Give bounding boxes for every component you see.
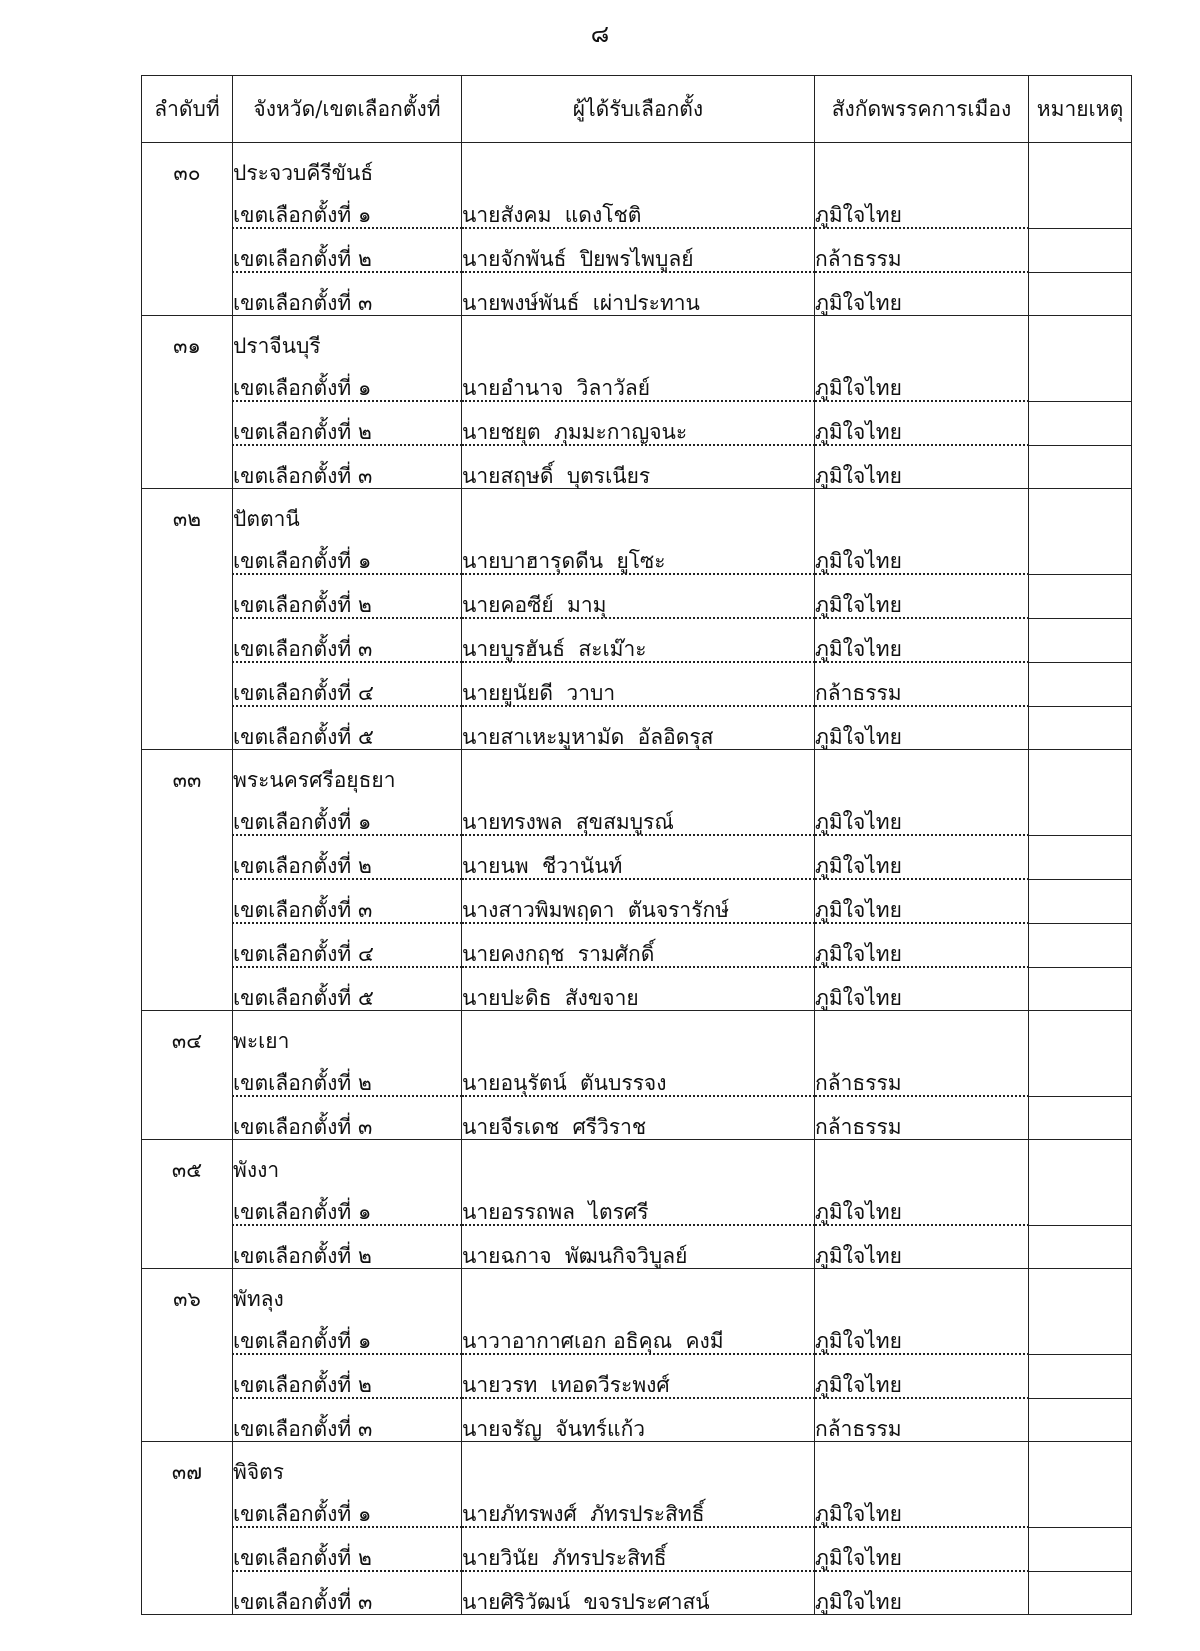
elected-name: นายอนุรัตน์ ตันบรรจง: [462, 1053, 815, 1096]
empty-cell: [462, 316, 815, 359]
elected-name: นายอำนาจ วิลาวัลย์: [462, 358, 815, 401]
district-label: เขตเลือกตั้งที่ ๒: [233, 574, 462, 618]
elected-name: นางสาวพิมพฤดา ตันจรารักษ์: [462, 879, 815, 923]
party-name: ภูมิใจไทย: [815, 272, 1029, 316]
district-label: เขตเลือกตั้งที่ ๓: [233, 1096, 462, 1140]
note-cell: [1029, 792, 1132, 835]
elected-name: นายวรท เทอดวีระพงศ์: [462, 1354, 815, 1398]
note-cell: [1029, 272, 1132, 316]
district-label: เขตเลือกตั้งที่ ๑: [233, 358, 462, 401]
table-row: [142, 835, 1132, 879]
party-name: กล้าธรรม: [815, 1096, 1029, 1140]
table-row: [142, 1225, 1132, 1269]
empty-cell: [1029, 143, 1132, 186]
note-cell: [1029, 185, 1132, 228]
table-row: [142, 1571, 1132, 1615]
note-cell: [1029, 1527, 1132, 1571]
note-cell: [1029, 618, 1132, 662]
elected-name: นายคอซีย์ มามุ: [462, 574, 815, 618]
province-name: ประจวบคีรีขันธ์: [233, 143, 462, 186]
party-name: ภูมิใจไทย: [815, 1354, 1029, 1398]
empty-cell: [142, 1354, 233, 1398]
table-row: [142, 1311, 1132, 1354]
elected-name: นายพงษ์พันธ์ เผ่าประทาน: [462, 272, 815, 316]
empty-cell: [815, 316, 1029, 359]
party-name: ภูมิใจไทย: [815, 445, 1029, 489]
empty-cell: [142, 1182, 233, 1225]
note-cell: [1029, 1096, 1132, 1140]
table-row: [142, 967, 1132, 1011]
party-name: ภูมิใจไทย: [815, 1225, 1029, 1269]
sequence-number: ๓๗: [142, 1442, 233, 1485]
elected-name: นายภัทรพงศ์ ภัทรประสิทธิ์: [462, 1484, 815, 1527]
table-row: [142, 706, 1132, 750]
province-name: พะเยา: [233, 1011, 462, 1054]
empty-cell: [142, 1398, 233, 1442]
empty-cell: [142, 358, 233, 401]
note-cell: [1029, 879, 1132, 923]
party-name: ภูมิใจไทย: [815, 706, 1029, 750]
district-label: เขตเลือกตั้งที่ ๒: [233, 1053, 462, 1096]
party-name: ภูมิใจไทย: [815, 531, 1029, 574]
note-cell: [1029, 1484, 1132, 1527]
empty-cell: [1029, 489, 1132, 532]
empty-cell: [142, 531, 233, 574]
party-name: ภูมิใจไทย: [815, 1182, 1029, 1225]
note-cell: [1029, 967, 1132, 1011]
party-name: ภูมิใจไทย: [815, 967, 1029, 1011]
empty-cell: [815, 143, 1029, 186]
table-row: [142, 574, 1132, 618]
elected-name: นายสังคม แดงโชติ: [462, 185, 815, 228]
elected-name: นายชยุต ภุมมะกาญจนะ: [462, 401, 815, 445]
party-name: กล้าธรรม: [815, 1398, 1029, 1442]
table-row: [142, 358, 1132, 401]
empty-cell: [142, 1527, 233, 1571]
party-name: ภูมิใจไทย: [815, 574, 1029, 618]
elected-name: นายจักพันธ์ ปิยพรไพบูลย์: [462, 228, 815, 272]
note-cell: [1029, 1182, 1132, 1225]
page-number: ๘: [590, 20, 610, 48]
empty-cell: [462, 750, 815, 793]
table-row: [142, 1053, 1132, 1096]
empty-cell: [142, 1484, 233, 1527]
elected-name: นายคงกฤช รามศักดิ์: [462, 923, 815, 967]
note-cell: [1029, 445, 1132, 489]
party-name: ภูมิใจไทย: [815, 835, 1029, 879]
table-row: [142, 1484, 1132, 1527]
elected-name: นายจีรเดช ศรีวิราช: [462, 1096, 815, 1140]
elected-name: นายสาเหะมูหามัด อัลอิดรุส: [462, 706, 815, 750]
district-label: เขตเลือกตั้งที่ ๒: [233, 401, 462, 445]
empty-cell: [1029, 1011, 1132, 1054]
header-seq: ลำดับที่: [142, 76, 233, 143]
elected-name: นายวินัย ภัทรประสิทธิ์: [462, 1527, 815, 1571]
note-cell: [1029, 358, 1132, 401]
district-label: เขตเลือกตั้งที่ ๒: [233, 1527, 462, 1571]
header-elected-person: ผู้ได้รับเลือกตั้ง: [462, 76, 815, 143]
empty-cell: [462, 489, 815, 532]
table-row: [142, 185, 1132, 228]
table-body: [142, 143, 1132, 1615]
note-cell: [1029, 1311, 1132, 1354]
table-row: [142, 445, 1132, 489]
district-label: เขตเลือกตั้งที่ ๒: [233, 228, 462, 272]
elected-name: นายนพ ชีวานันท์: [462, 835, 815, 879]
table-row: [142, 1354, 1132, 1398]
province-row: [142, 1011, 1132, 1054]
empty-cell: [142, 835, 233, 879]
empty-cell: [142, 967, 233, 1011]
empty-cell: [142, 185, 233, 228]
empty-cell: [142, 1096, 233, 1140]
empty-cell: [142, 445, 233, 489]
province-row: [142, 1269, 1132, 1312]
table-row: [142, 792, 1132, 835]
table-row: [142, 618, 1132, 662]
district-label: เขตเลือกตั้งที่ ๕: [233, 967, 462, 1011]
province-name: พังงา: [233, 1140, 462, 1183]
empty-cell: [142, 706, 233, 750]
empty-cell: [142, 1571, 233, 1615]
elected-name: นายทรงพล สุขสมบูรณ์: [462, 792, 815, 835]
empty-cell: [142, 401, 233, 445]
province-name: พิจิตร: [233, 1442, 462, 1485]
note-cell: [1029, 1571, 1132, 1615]
party-name: ภูมิใจไทย: [815, 792, 1029, 835]
empty-cell: [1029, 1269, 1132, 1312]
empty-cell: [1029, 316, 1132, 359]
empty-cell: [142, 1225, 233, 1269]
elected-name: นายบาฮารุดดีน ยูโซะ: [462, 531, 815, 574]
empty-cell: [142, 618, 233, 662]
elected-name: นายอรรถพล ไตรศรี: [462, 1182, 815, 1225]
empty-cell: [815, 489, 1029, 532]
header-province-district: จังหวัด/เขตเลือกตั้งที่: [233, 76, 462, 143]
elected-name: นายบูรฮันธ์ สะเม๊าะ: [462, 618, 815, 662]
table-row: [142, 1527, 1132, 1571]
empty-cell: [142, 1311, 233, 1354]
elected-name: นายจรัญ จันทร์แก้ว: [462, 1398, 815, 1442]
elected-name: นาวาอากาศเอก อธิคุณ คงมี: [462, 1311, 815, 1354]
empty-cell: [1029, 1140, 1132, 1183]
party-name: ภูมิใจไทย: [815, 1311, 1029, 1354]
note-cell: [1029, 923, 1132, 967]
province-row: [142, 750, 1132, 793]
district-label: เขตเลือกตั้งที่ ๑: [233, 792, 462, 835]
table-row: [142, 662, 1132, 706]
district-label: เขตเลือกตั้งที่ ๔: [233, 662, 462, 706]
party-name: กล้าธรรม: [815, 662, 1029, 706]
table-row: [142, 879, 1132, 923]
sequence-number: ๓๒: [142, 489, 233, 532]
party-name: ภูมิใจไทย: [815, 358, 1029, 401]
district-label: เขตเลือกตั้งที่ ๑: [233, 531, 462, 574]
district-label: เขตเลือกตั้งที่ ๓: [233, 879, 462, 923]
header-note: หมายเหตุ: [1029, 76, 1132, 143]
district-label: เขตเลือกตั้งที่ ๓: [233, 618, 462, 662]
note-cell: [1029, 835, 1132, 879]
party-name: ภูมิใจไทย: [815, 618, 1029, 662]
district-label: เขตเลือกตั้งที่ ๑: [233, 185, 462, 228]
note-cell: [1029, 1053, 1132, 1096]
table-row: [142, 1096, 1132, 1140]
district-label: เขตเลือกตั้งที่ ๓: [233, 272, 462, 316]
district-label: เขตเลือกตั้งที่ ๒: [233, 835, 462, 879]
note-cell: [1029, 401, 1132, 445]
district-label: เขตเลือกตั้งที่ ๓: [233, 1571, 462, 1615]
table-header-row: [142, 76, 1132, 143]
empty-cell: [462, 1269, 815, 1312]
empty-cell: [142, 1053, 233, 1096]
note-cell: [1029, 531, 1132, 574]
empty-cell: [142, 662, 233, 706]
election-results-table: [141, 75, 1132, 1615]
party-name: ภูมิใจไทย: [815, 401, 1029, 445]
table-row: [142, 401, 1132, 445]
sequence-number: ๓๔: [142, 1011, 233, 1054]
elected-name: นายฉกาจ พัฒนกิจวิบูลย์: [462, 1225, 815, 1269]
sequence-number: ๓๑: [142, 316, 233, 359]
empty-cell: [142, 792, 233, 835]
note-cell: [1029, 574, 1132, 618]
province-row: [142, 1140, 1132, 1183]
district-label: เขตเลือกตั้งที่ ๓: [233, 445, 462, 489]
table-row: [142, 1398, 1132, 1442]
sequence-number: ๓๐: [142, 143, 233, 186]
elected-name: นายปะดิธ สังขจาย: [462, 967, 815, 1011]
district-label: เขตเลือกตั้งที่ ๑: [233, 1311, 462, 1354]
party-name: ภูมิใจไทย: [815, 1527, 1029, 1571]
district-label: เขตเลือกตั้งที่ ๑: [233, 1182, 462, 1225]
table-row: [142, 228, 1132, 272]
province-row: [142, 316, 1132, 359]
note-cell: [1029, 228, 1132, 272]
sequence-number: ๓๖: [142, 1269, 233, 1312]
elected-name: นายยูนัยดี วาบา: [462, 662, 815, 706]
empty-cell: [815, 1140, 1029, 1183]
empty-cell: [462, 1011, 815, 1054]
empty-cell: [815, 750, 1029, 793]
table-row: [142, 1182, 1132, 1225]
district-label: เขตเลือกตั้งที่ ๓: [233, 1398, 462, 1442]
note-cell: [1029, 1354, 1132, 1398]
province-row: [142, 489, 1132, 532]
party-name: ภูมิใจไทย: [815, 879, 1029, 923]
table-row: [142, 531, 1132, 574]
sequence-number: ๓๓: [142, 750, 233, 793]
empty-cell: [1029, 1442, 1132, 1485]
elected-name: นายศิริวัฒน์ ขจรประศาสน์: [462, 1571, 815, 1615]
party-name: ภูมิใจไทย: [815, 923, 1029, 967]
empty-cell: [462, 1140, 815, 1183]
party-name: ภูมิใจไทย: [815, 185, 1029, 228]
party-name: ภูมิใจไทย: [815, 1571, 1029, 1615]
empty-cell: [462, 1442, 815, 1485]
party-name: กล้าธรรม: [815, 228, 1029, 272]
district-label: เขตเลือกตั้งที่ ๒: [233, 1354, 462, 1398]
table-row: [142, 923, 1132, 967]
party-name: ภูมิใจไทย: [815, 1484, 1029, 1527]
sequence-number: ๓๕: [142, 1140, 233, 1183]
province-row: [142, 1442, 1132, 1485]
note-cell: [1029, 706, 1132, 750]
empty-cell: [462, 143, 815, 186]
table-row: [142, 272, 1132, 316]
note-cell: [1029, 662, 1132, 706]
province-name: พัทลุง: [233, 1269, 462, 1312]
empty-cell: [142, 228, 233, 272]
district-label: เขตเลือกตั้งที่ ๕: [233, 706, 462, 750]
province-row: [142, 143, 1132, 186]
empty-cell: [142, 923, 233, 967]
district-label: เขตเลือกตั้งที่ ๑: [233, 1484, 462, 1527]
empty-cell: [142, 272, 233, 316]
empty-cell: [815, 1442, 1029, 1485]
empty-cell: [1029, 750, 1132, 793]
district-label: เขตเลือกตั้งที่ ๒: [233, 1225, 462, 1269]
province-name: ปราจีนบุรี: [233, 316, 462, 359]
province-name: ปัตตานี: [233, 489, 462, 532]
party-name: กล้าธรรม: [815, 1053, 1029, 1096]
empty-cell: [142, 879, 233, 923]
empty-cell: [815, 1011, 1029, 1054]
province-name: พระนครศรีอยุธยา: [233, 750, 462, 793]
note-cell: [1029, 1398, 1132, 1442]
header-party: สังกัดพรรคการเมือง: [815, 76, 1029, 143]
empty-cell: [142, 574, 233, 618]
district-label: เขตเลือกตั้งที่ ๔: [233, 923, 462, 967]
empty-cell: [815, 1269, 1029, 1312]
elected-name: นายสฤษดิ์ บุตรเนียร: [462, 445, 815, 489]
note-cell: [1029, 1225, 1132, 1269]
